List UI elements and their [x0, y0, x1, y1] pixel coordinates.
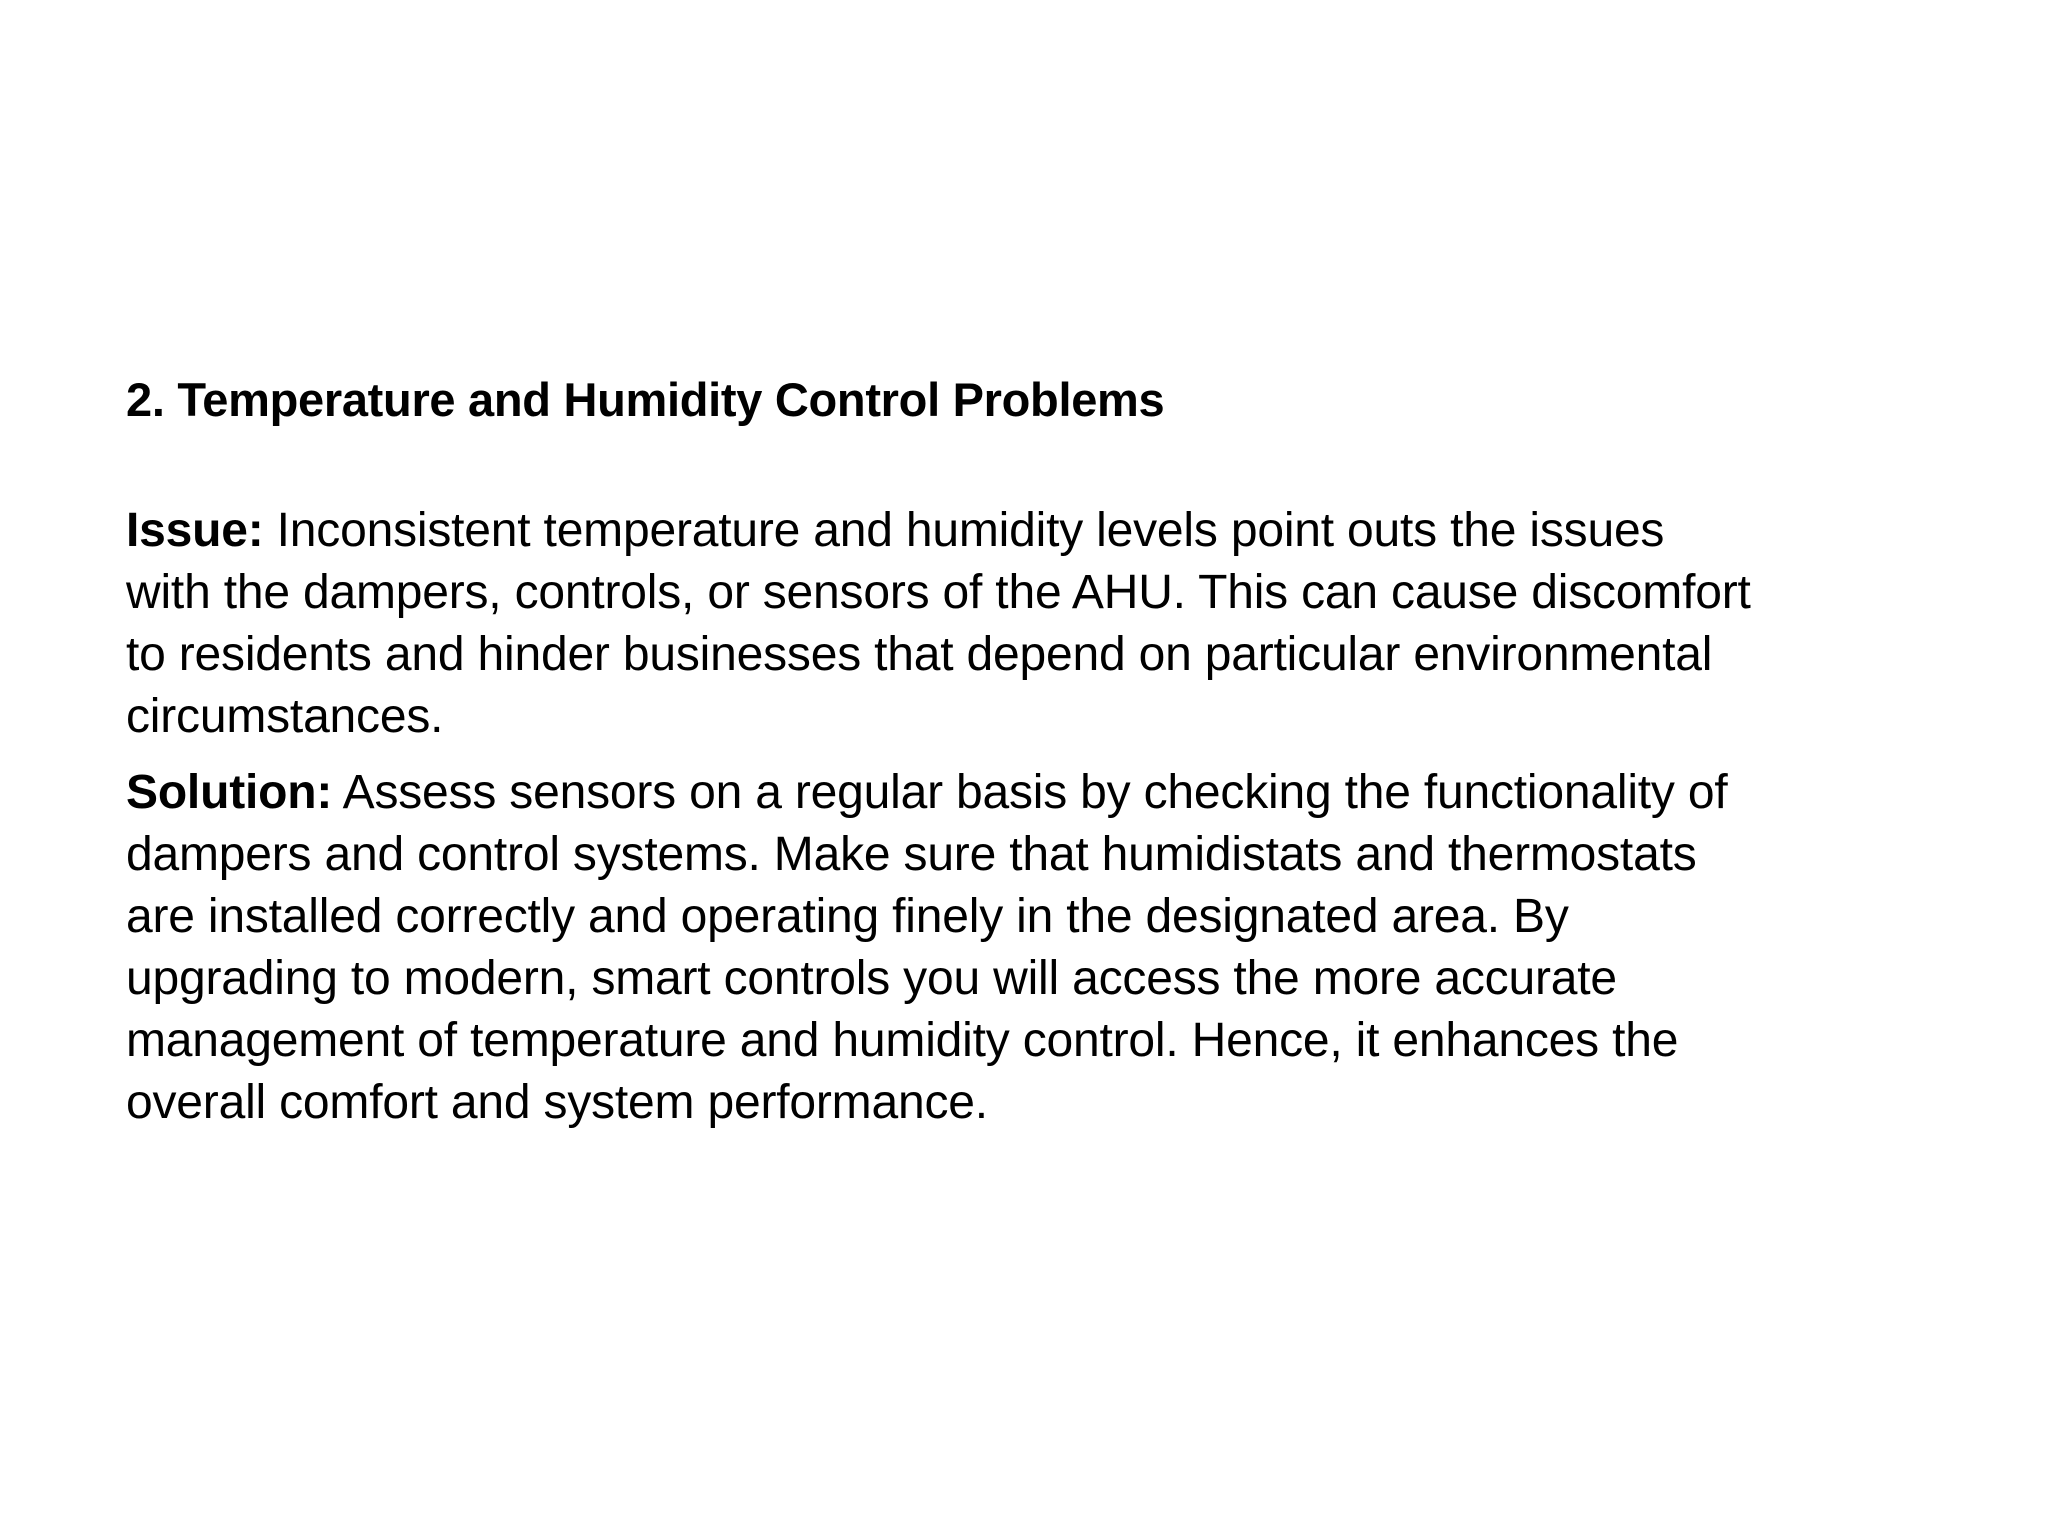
slide-heading: 2. Temperature and Humidity Control Problems — [126, 373, 1165, 426]
solution-line-3: are installed correctly and operating finely in the designated area. By — [126, 890, 1569, 943]
slide-content — [126, 372, 1956, 1134]
issue-line-1 — [126, 500, 1956, 562]
issue-line-2: with the dampers, controls, or sensors of the AHU. This can cause discomfort — [126, 566, 1751, 619]
issue-line-3: to residents and hinder businesses that depend on particular environmental — [126, 628, 1713, 681]
solution-label: Solution: — [126, 766, 333, 819]
solution-paragraph — [126, 762, 1956, 1134]
issue-label: Issue: — [126, 504, 264, 557]
solution-line-5: management of temperature and humidity control. Hence, it enhances the — [126, 1014, 1679, 1067]
issue-paragraph — [126, 500, 1956, 748]
solution-line-2: dampers and control systems. Make sure that humidistats and thermostats — [126, 828, 1697, 881]
issue-text-1: Inconsistent temperature and humidity levels point outs the issues — [263, 504, 1665, 557]
solution-line-4: upgrading to modern, smart controls you will access the more accurate — [126, 952, 1617, 1005]
solution-line-6: overall comfort and system performance. — [126, 1076, 988, 1129]
solution-line-1 — [126, 762, 1956, 824]
solution-text-1: Assess sensors on a regular basis by checking the functionality of — [332, 766, 1728, 819]
issue-line-4: circumstances. — [126, 690, 444, 743]
